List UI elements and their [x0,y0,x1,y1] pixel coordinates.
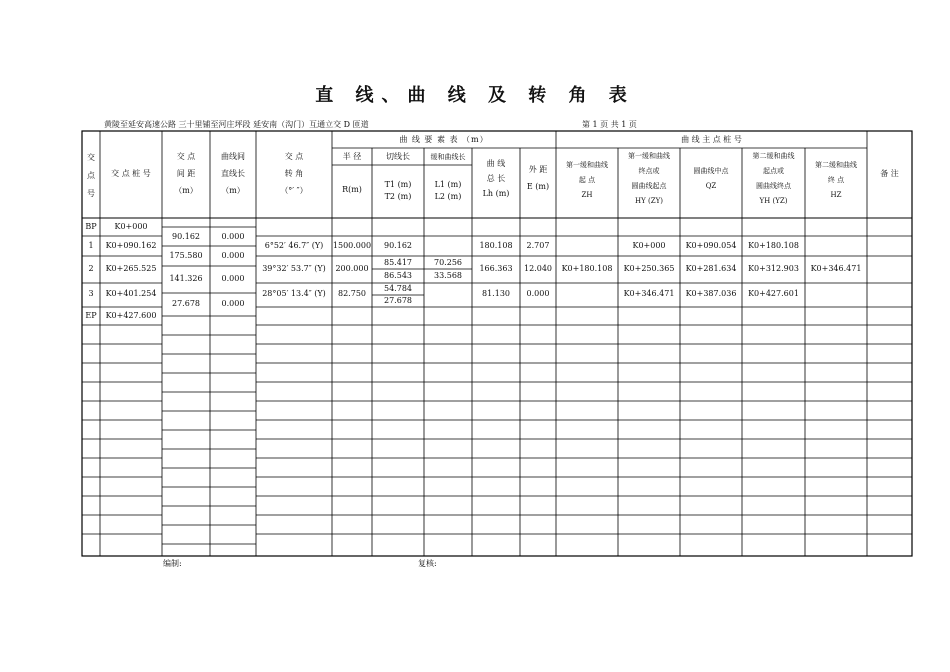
header-distance: 交 点 间 距 （m） [174,152,198,195]
row-2-station: K0+265.525 [105,264,157,273]
header-curve-elements: 曲 线 要 素 表 （m） [399,135,489,144]
header-tangent: 切线长 [386,152,410,161]
header-hy: 第一缓和曲线 终点或 圆曲线起点 HY (ZY) [628,152,670,205]
header-angle: 交 点 转 角 （°′ ″） [280,152,308,195]
row-bp-station: K0+000 [114,222,148,231]
header-zh: 第一缓和曲线 起 点 ZH [566,161,608,199]
row-3-qz: K0+387.036 [685,289,737,298]
row-2-curve-length: 166.363 [479,264,513,273]
header-jd-station: 交 点 桩 号 [111,169,151,178]
row-ep-jd: EP [85,311,97,320]
header-external: 外 距 E (m) [526,165,550,191]
row-2-radius: 200.000 [335,264,369,273]
header-jd: 交 点 号 [87,153,95,198]
footer-checked: 复核: [418,559,437,568]
header-main-points: 曲 线 主 点 桩 号 [681,135,742,144]
row-1-angle: 6°52′ 46.7″ (Y) [264,241,324,250]
row-2-hz: K0+346.471 [810,264,862,273]
row-3-external: 0.000 [526,289,550,298]
row-1-radius: 1500.000 [332,241,372,250]
interval-4-distance: 27.678 [172,299,200,308]
header-radius: 半 径 [342,152,362,161]
row-1-jd: 1 [88,241,94,250]
header-straight-length: 曲线间 直线长 （m） [221,152,245,195]
row-bp-jd: BP [85,222,97,231]
row-3-station: K0+401.254 [105,289,157,298]
row-2-yh: K0+312.903 [748,264,799,273]
row-1-station: K0+090.162 [105,241,157,250]
row-2-angle: 39°32′ 53.7″ (Y) [262,264,326,273]
interval-1-straight: 0.000 [221,232,245,241]
row-3-jd: 3 [88,289,94,298]
interval-2-straight: 0.000 [221,251,245,260]
row-3-radius: 82.750 [338,289,366,298]
row-3-yh: K0+427.601 [748,289,799,298]
row-1-external: 2.707 [526,241,550,250]
row-3-curve-length: 81.130 [482,289,510,298]
row-3-tangent-1: 54.784 [384,284,412,293]
row-1-yh: K0+180.108 [748,241,799,250]
interval-2-distance: 175.580 [169,251,203,260]
interval-4-straight: 0.000 [221,299,245,308]
header-qz: 圆曲线中点 QZ [693,167,729,190]
row-2-zh: K0+180.108 [561,264,613,273]
row-2-tangent-2: 86.543 [384,271,412,280]
page-info: 第 1 页 共 1 页 [582,120,637,129]
row-2-jd: 2 [88,264,94,273]
row-2-external: 12.040 [524,264,552,273]
header-spiral: 缓和曲线长 [430,153,466,161]
row-3-hy: K0+346.471 [623,289,675,298]
row-3-tangent-2: 27.678 [384,296,412,305]
row-1-qz: K0+090.054 [685,241,737,250]
header-spiral-units: L1 (m) L2 (m) [434,180,462,201]
row-3-angle: 28°05′ 13.4″ (Y) [262,289,326,298]
header-tangent-units: T1 (m) T2 (m) [384,180,412,201]
interval-1-distance: 90.162 [172,232,200,241]
interval-3-distance: 141.326 [169,274,203,283]
header-yh: 第二缓和曲线 起点或 圆曲线终点 YH (YZ) [752,152,795,205]
row-1-curve-length: 180.108 [479,241,513,250]
header-curve-length: 曲 线 总 长 Lh (m) [482,159,510,198]
table-title: 直 线、曲 线 及 转 角 表 [315,85,635,106]
row-2-spiral-2: 33.568 [434,271,462,280]
row-1-hy: K0+000 [632,241,666,250]
row-ep-station: K0+427.600 [105,311,157,320]
project-line: 黄陵至延安高速公路 三十里铺至河庄坪段 延安南（沟门）互通立交 D 匝道 [104,120,369,129]
header-radius-unit: R(m) [342,185,362,194]
row-2-hy: K0+250.365 [623,264,675,273]
row-2-tangent-1: 85.417 [384,258,412,267]
header-remark: 备 注 [880,169,899,178]
row-2-qz: K0+281.634 [685,264,737,273]
header-hz: 第二缓和曲线 终 点 HZ [815,161,857,199]
row-1-tangent: 90.162 [384,241,412,250]
footer-prepared: 编制: [163,559,182,568]
interval-3-straight: 0.000 [221,274,245,283]
row-2-spiral-1: 70.256 [434,258,462,267]
